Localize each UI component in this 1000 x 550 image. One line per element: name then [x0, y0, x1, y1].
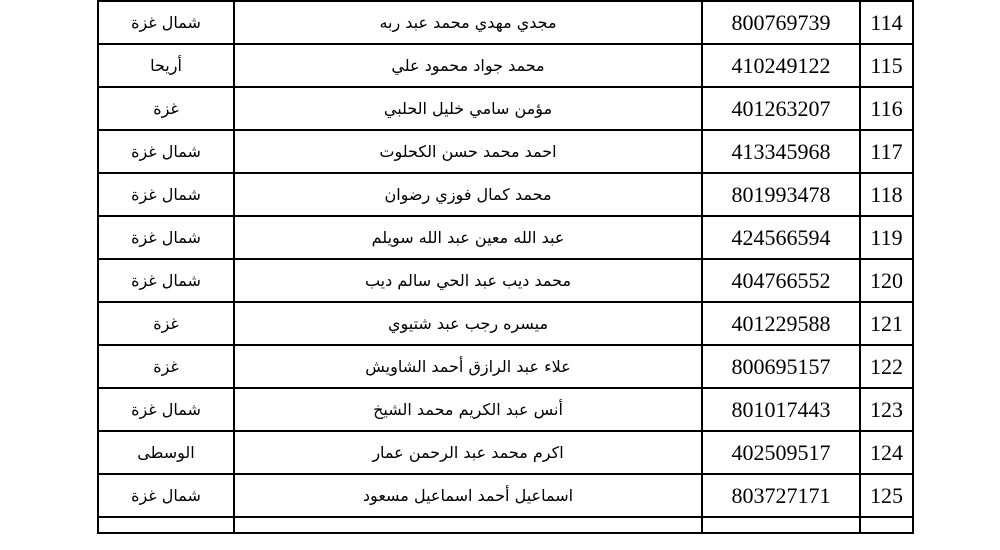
id-number-cell: 402509517 — [702, 431, 860, 474]
full-name-cell: علاء عبد الرازق أحمد الشاويش — [234, 345, 702, 388]
full-name-cell: مجدي مهدي محمد عبد ربه — [234, 1, 702, 44]
row-number-cell: 124 — [860, 431, 913, 474]
table-row — [98, 345, 913, 388]
region-cell: غزة — [98, 87, 234, 130]
region-cell: شمال غزة — [98, 259, 234, 302]
id-number-cell: 401229588 — [702, 302, 860, 345]
id-number-cell: 413345968 — [702, 130, 860, 173]
full-name-cell: محمد جواد محمود علي — [234, 44, 702, 87]
row-number-cell: 118 — [860, 173, 913, 216]
region-cell: أريحا — [98, 44, 234, 87]
row-number-cell: 119 — [860, 216, 913, 259]
table-row — [98, 44, 913, 87]
row-number-cell: 123 — [860, 388, 913, 431]
full-name-cell: محمد كمال فوزي رضوان — [234, 173, 702, 216]
row-number-cell: 114 — [860, 1, 913, 44]
table-row — [98, 388, 913, 431]
full-name-cell: اسماعيل أحمد اسماعيل مسعود — [234, 474, 702, 517]
row-number-cell: 116 — [860, 87, 913, 130]
table-row-partial — [98, 517, 913, 533]
id-number-cell: 803727171 — [702, 474, 860, 517]
table-row — [98, 474, 913, 517]
id-number-cell: 404766552 — [702, 259, 860, 302]
row-number-cell: 122 — [860, 345, 913, 388]
row-number-cell: 120 — [860, 259, 913, 302]
names-table-body — [98, 0, 913, 533]
region-cell: الوسطى — [98, 431, 234, 474]
region-cell: شمال غزة — [98, 216, 234, 259]
id-number-cell: 424566594 — [702, 216, 860, 259]
table-row — [98, 173, 913, 216]
region-cell: شمال غزة — [98, 474, 234, 517]
region-cell: شمال غزة — [98, 130, 234, 173]
full-name-cell: ميسره رجب عبد شتيوي — [234, 302, 702, 345]
table-row — [98, 87, 913, 130]
row-number-cell: 117 — [860, 130, 913, 173]
id-number-cell: 401263207 — [702, 87, 860, 130]
table-row — [98, 130, 913, 173]
region-cell: شمال غزة — [98, 173, 234, 216]
region-cell: شمال غزة — [98, 1, 234, 44]
row-number-cell: 121 — [860, 302, 913, 345]
region-cell: شمال غزة — [98, 388, 234, 431]
full-name-cell: عبد الله معين عبد الله سويلم — [234, 216, 702, 259]
table-row — [98, 431, 913, 474]
id-number-cell: 801993478 — [702, 173, 860, 216]
region-cell: غزة — [98, 345, 234, 388]
table-row — [98, 259, 913, 302]
full-name-cell: مؤمن سامي خليل الحلبي — [234, 87, 702, 130]
row-number-cell: 125 — [860, 474, 913, 517]
full-name-cell: محمد ديب عبد الحي سالم ديب — [234, 259, 702, 302]
id-number-cell: 800695157 — [702, 345, 860, 388]
table-row — [98, 216, 913, 259]
full-name-cell: احمد محمد حسن الكحلوت — [234, 130, 702, 173]
table-row — [98, 1, 913, 44]
full-name-cell: اكرم محمد عبد الرحمن عمار — [234, 431, 702, 474]
id-number-cell: 410249122 — [702, 44, 860, 87]
region-cell: غزة — [98, 302, 234, 345]
id-number-cell: 801017443 — [702, 388, 860, 431]
row-number-cell: 115 — [860, 44, 913, 87]
full-name-cell: أنس عبد الكريم محمد الشيخ — [234, 388, 702, 431]
table-row — [98, 302, 913, 345]
id-number-cell: 800769739 — [702, 1, 860, 44]
names-table — [97, 0, 914, 534]
